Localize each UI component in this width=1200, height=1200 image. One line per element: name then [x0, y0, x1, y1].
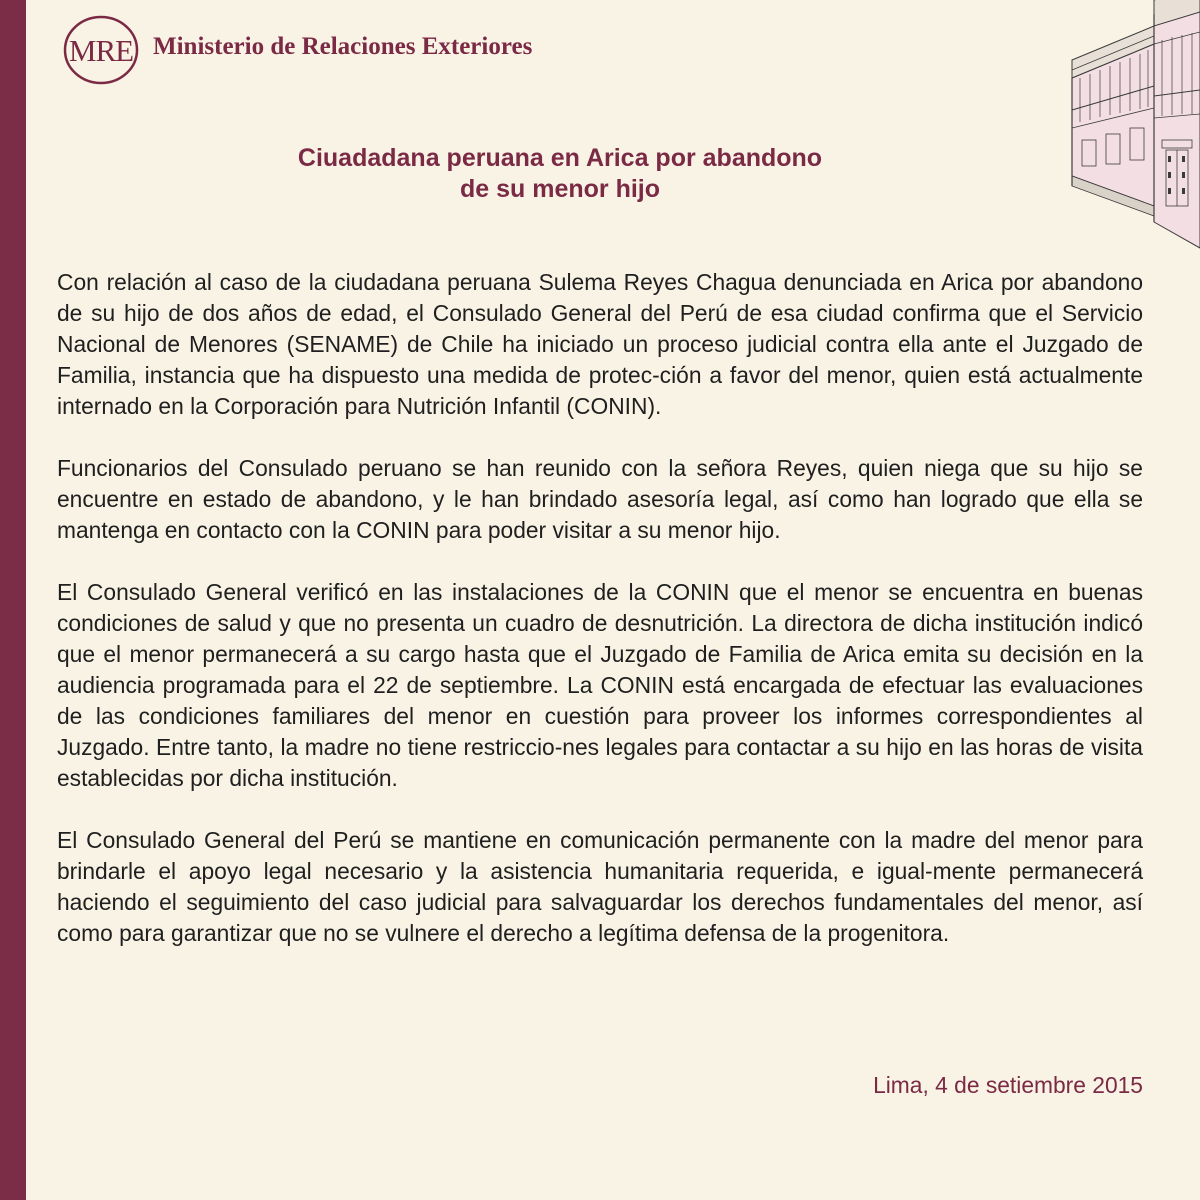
ministry-name: Ministerio de Relaciones Exteriores: [153, 33, 533, 60]
body-paragraph: Con relación al caso de la ciudadana peruana Sulema Reyes Chagua denunciada en Arica por abandono de su hijo de dos años de edad, el Consulado General del Perú de esa ciudad confirma que el Servicio Nacional de Menores (SENAME) de Chile ha iniciado un proceso judicial contra ella ante el Juzgado de Familia, instancia que ha dispuesto una medida de protec-ción a favor del menor, quien está actualmente internado en la Corporación para Nutrición Infantil (CONIN).: [57, 269, 1143, 419]
headline-line-1: Ciuadadana peruana en Arica por abandono: [297, 144, 823, 172]
headline-line-2: de su menor hijo: [459, 175, 661, 203]
left-color-band: [0, 0, 26, 1200]
logo-monogram: MRE: [68, 33, 134, 68]
press-release-body: [57, 267, 1143, 980]
press-release-headline: [200, 143, 920, 205]
body-paragraph: El Consulado General del Perú se mantiene en comunicación permanente con la madre del menor para brindarle el apoyo legal necesario y la asistencia humanitaria requerida, e igual-mente permanecerá haciendo el seguimiento del caso judicial para salvaguardar los derechos fundamentales del menor, así como para garantizar que no se vulnere el derecho a legítima defensa de la progenitora.: [57, 827, 1143, 946]
body-paragraph: Funcionarios del Consulado peruano se han reunido con la señora Reyes, quien niega que su hijo se encuentre en estado de abandono, y le han brindado asesoría legal, así como han logrado que ella se mantenga en contacto con la CONIN para poder visitar a su menor hijo.: [57, 455, 1143, 543]
body-paragraph: El Consulado General verificó en las instalaciones de la CONIN que el menor se encuentra en buenas condiciones de salud y que no presenta un cuadro de desnutrición. La directora de dicha institución indicó que el menor permanecerá a su cargo hasta que el Juzgado de Familia de Arica emita su decisión en la audiencia programada para el 22 de septiembre. La CONIN está encargada de efectuar las evaluaciones de las condiciones familiares del menor en cuestión para proveer los informes correspondientes al Juzgado. Entre tanto, la madre no tiene restriccio-nes legales para contactar a su hijo en las horas de visita establecidas por dicha institución.: [57, 579, 1143, 791]
colonial-building-illustration-icon: [1032, 0, 1200, 290]
dateline: Lima, 4 de setiembre 2015: [873, 1072, 1143, 1098]
mre-seal-logo-icon: [62, 14, 140, 86]
